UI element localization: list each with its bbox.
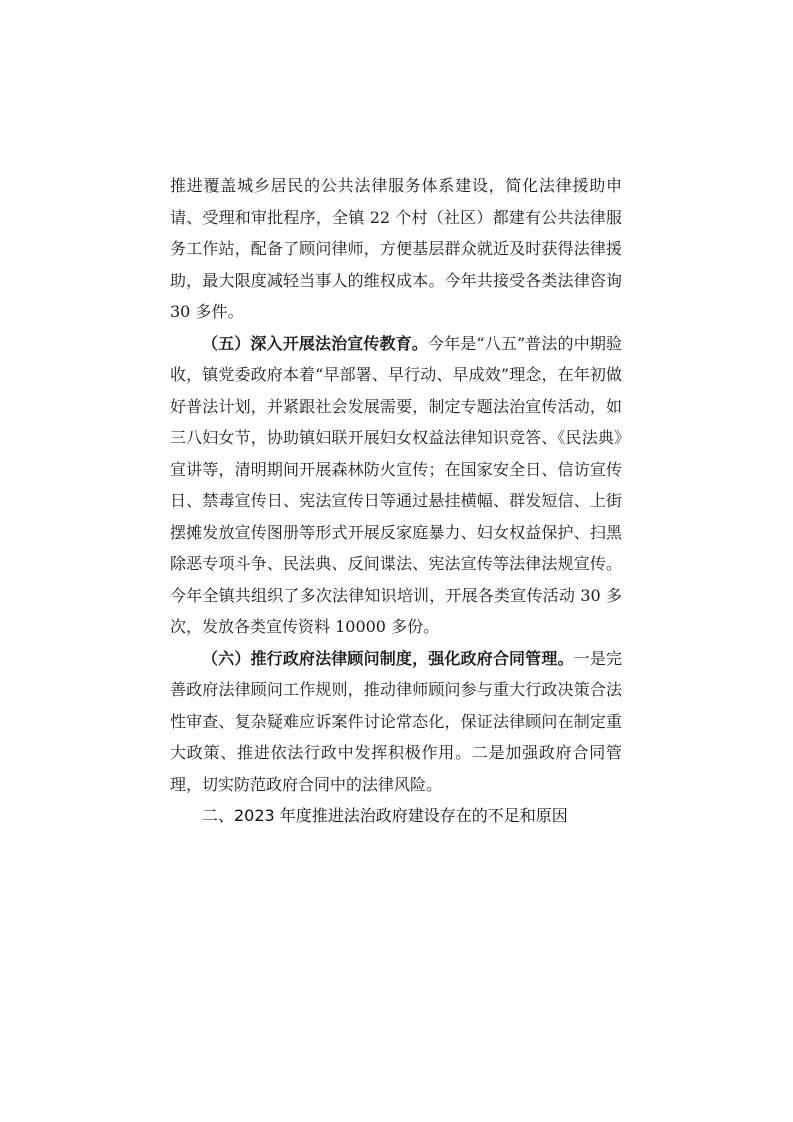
paragraph-text: 推进覆盖城乡居民的公共法律服务体系建设，简化法律援助申请、受理和审批程序，全镇 22 个村（社区）都建有公共法律服务工作站，配备了顾问律师，方便基层群众就近及时获得法律援助，最大限度减轻当事人的维权成本。今年共接受各类法律咨询 30 多件。: [170, 176, 622, 321]
paragraph-item-five: [170, 328, 622, 643]
paragraph-continued: [170, 170, 622, 328]
section-heading: 二、2023 年度推进法治政府建设存在的不足和原因: [202, 806, 568, 825]
paragraph-lead: （五）深入开展法治宣传教育。: [202, 333, 428, 353]
paragraph-text: 今年是“八五”普法的中期验收，镇党委政府本着“早部署、早行动、早成效”理念，在年初做好普法计划，并紧跟社会发展需要，制定专题法治宣传活动，如三八妇女节，协助镇妇联开展妇女权益法律知识竞答、《民法典》宣讲等，清明期间开展森林防火宣传；在国家安全日、信访宣传日、禁毒宣传日、宪法宣传日等通过悬挂横幅、群发短信、上街摆摊发放宣传图册等形式开展反家庭暴力、妇女权益保护、扫黑除恶专项斗争、民法典、反间谍法、宪法宣传等法律法规宣传。今年全镇共组织了多次法律知识培训，开展各类宣传活动 30 多次，发放各类宣传资料 10000 多份。: [170, 333, 622, 636]
paragraph-text: 一是完善政府法律顾问工作规则，推动律师顾问参与重大行政决策合法性审查、复杂疑难应诉案件讨论常态化，保证法律顾问在制定重大政策、推进依法行政中发挥积极作用。二是加强政府合同管理，切实防范政府合同中的法律风险。: [170, 648, 622, 794]
document-body: [170, 170, 622, 832]
paragraph-lead: （六）推行政府法律顾问制度，强化政府合同管理。: [202, 648, 574, 668]
paragraph-item-six: [170, 643, 622, 801]
